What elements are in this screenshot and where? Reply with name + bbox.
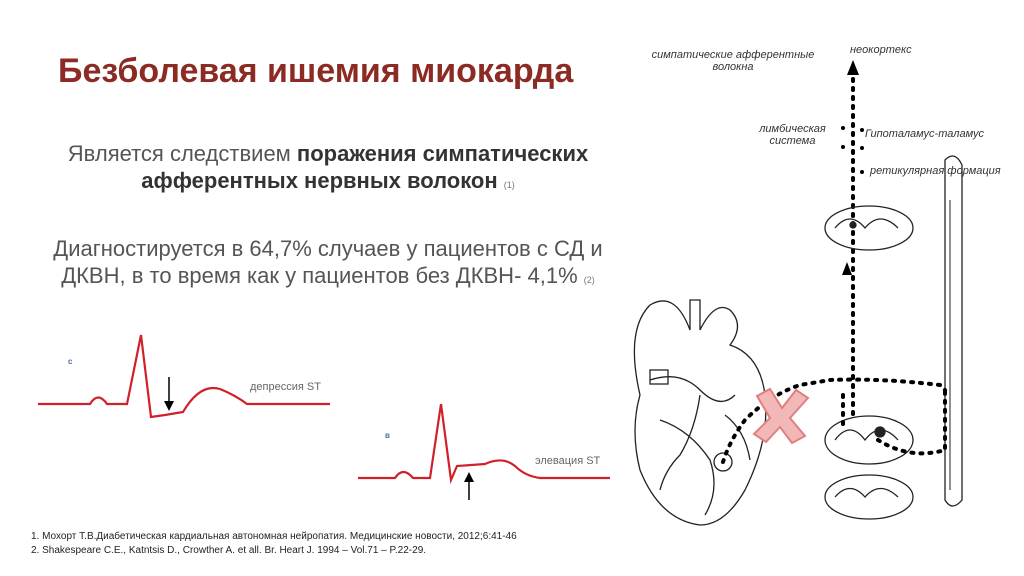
label-st-depression: депрессия ST — [250, 381, 321, 393]
ecg-depression-trace — [35, 325, 345, 425]
ecg-elevation-trace — [355, 400, 615, 500]
reference-mark-2: (2) — [583, 275, 595, 285]
slide-title: Безболевая ишемия миокарда — [58, 52, 574, 90]
label-st-elevation: элевация ST — [535, 455, 601, 467]
reference-mark-1: (1) — [503, 180, 515, 190]
cause-text: Является следствием — [67, 141, 297, 166]
label-limbic-system-line2: система — [769, 135, 816, 147]
spinal-cord-section-middle — [825, 416, 913, 464]
label-neocortex: неокортекс — [850, 44, 912, 56]
spinal-cord-section-lower — [825, 475, 913, 519]
diagnosis-text: Диагностируется в 64,7% случаев у пациентов с СД и ДКВН, в то время как у пациентов без ДКВН- 4,1% — [53, 236, 603, 288]
paragraph-diagnosis — [48, 235, 608, 294]
label-limbic-system — [745, 123, 840, 147]
ecg-panel-letter-c: c — [68, 357, 73, 366]
cause-bold-text: поражения симпатических афферентных нервных волокон — [141, 141, 589, 193]
label-reticular-formation: ретикулярная формация — [870, 165, 1001, 177]
arrow-up-icon — [847, 60, 859, 75]
footnotes — [31, 530, 517, 558]
paragraph-cause — [48, 140, 608, 199]
label-hypothalamus-thalamus: Гипоталамус-таламус — [865, 128, 984, 140]
label-afferent-fibers — [628, 49, 838, 73]
nerve-pathway-diagram — [620, 40, 980, 530]
label-afferent-fibers-line1: симпатические афферентные — [651, 49, 815, 61]
footnote-2: 2. Shakespeare C.E., Katntsis D., Crowther A. et all. Br. Heart J. 1994 – Vol.71 – P.22-29. — [31, 545, 427, 556]
label-limbic-system-line1: лимбическая — [759, 123, 826, 135]
blocked-cross-icon — [754, 389, 808, 443]
label-afferent-fibers-line2: волокна — [712, 61, 754, 73]
footnote-1: 1. Мохорт Т.В.Диабетическая кардиальная автономная нейропатия. Медицинские новости, 2012;6:41-46 — [31, 531, 517, 542]
arrow-up-icon — [842, 262, 852, 275]
ecg-panel-letter-b: в — [385, 431, 390, 440]
heart-illustration — [634, 300, 765, 525]
spinal-cord-section-upper — [825, 206, 913, 250]
